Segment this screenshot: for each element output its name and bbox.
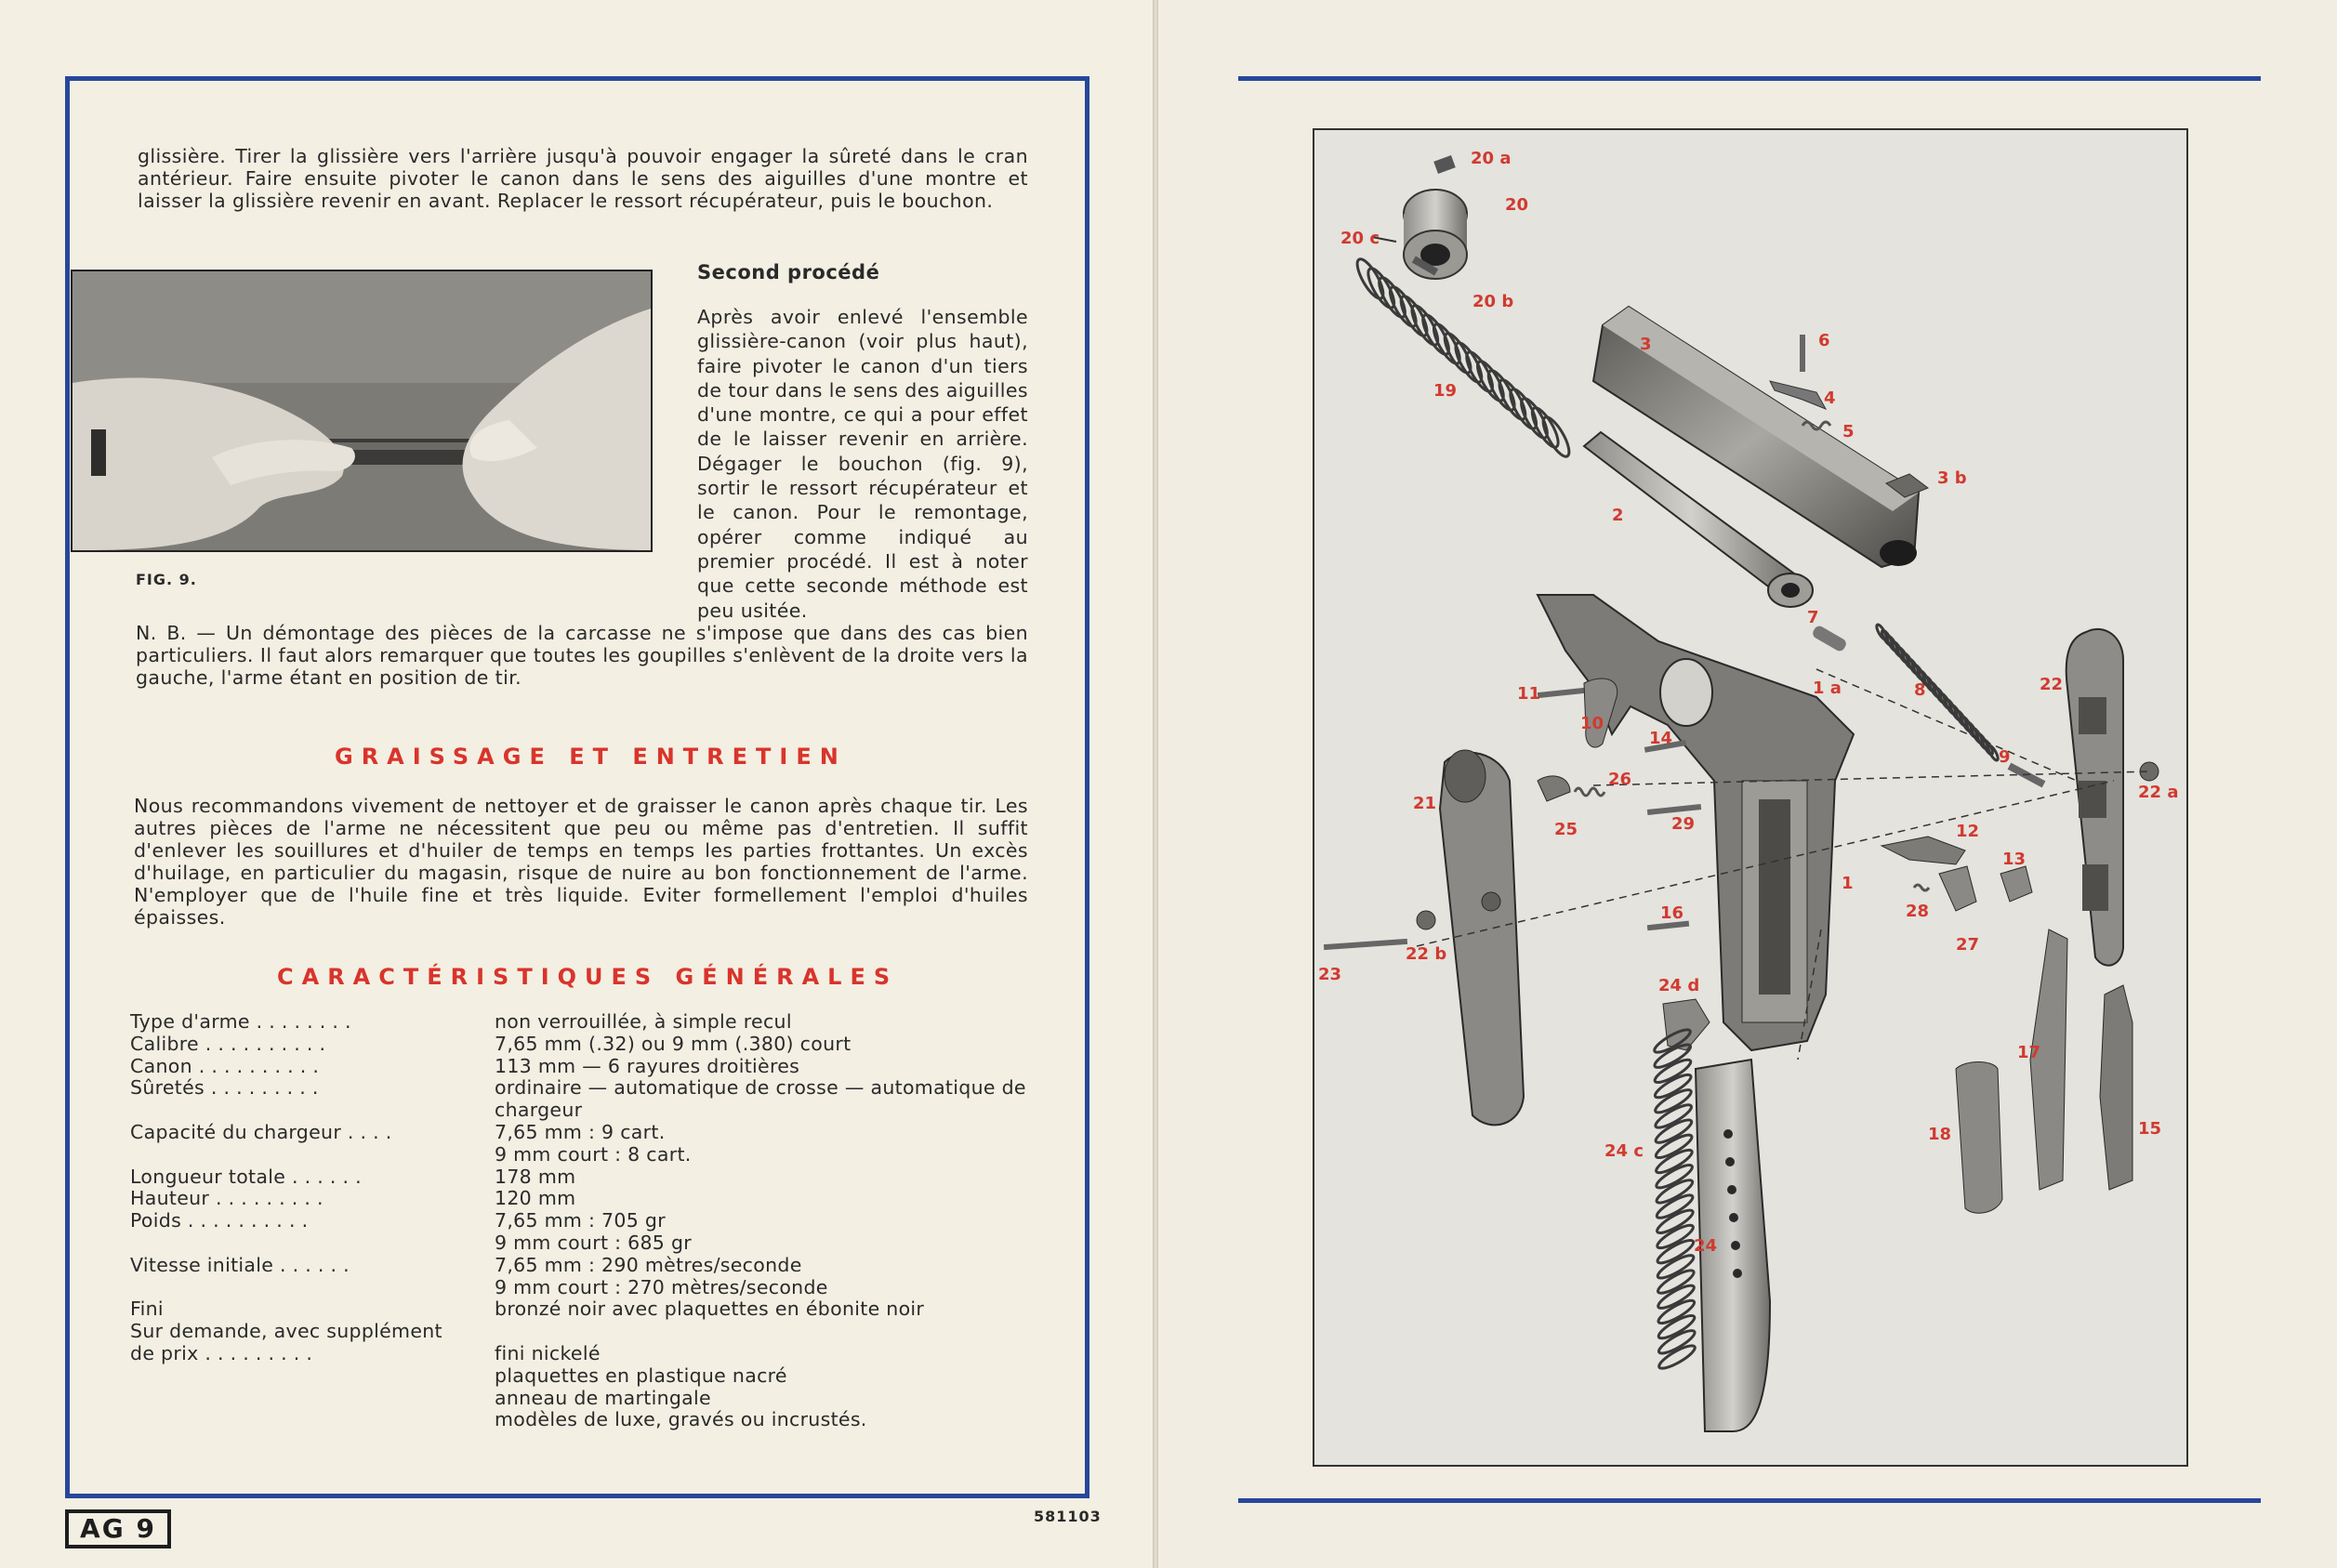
- label-23: 23: [1318, 965, 1342, 984]
- label-7: 7: [1807, 608, 1819, 627]
- part-21-left-grip: [1440, 750, 1524, 1125]
- label-20b: 20 b: [1472, 292, 1514, 311]
- label-14: 14: [1649, 729, 1673, 748]
- spec-row: [130, 1011, 1032, 1034]
- label-13: 13: [2002, 850, 2027, 869]
- label-6: 6: [1818, 331, 1830, 350]
- label-3: 3: [1640, 335, 1652, 354]
- spec-row: [130, 1077, 1032, 1122]
- label-28: 28: [1906, 902, 1930, 921]
- part-19-recoil-spring: [1353, 256, 1574, 460]
- spec-label: Capacité du chargeur . . . .: [130, 1121, 392, 1143]
- label-12: 12: [1956, 822, 1980, 841]
- part-23-screw: [1324, 939, 1407, 950]
- spec-row: [130, 1255, 1032, 1299]
- exploded-view-drawing: [1314, 130, 2186, 1465]
- label-15: 15: [2138, 1119, 2162, 1139]
- second-procedure-title: Second procédé: [697, 261, 880, 283]
- spec-row: [130, 1122, 1032, 1166]
- part-24d-follower: [1663, 999, 1710, 1050]
- part-8-firing-pin-spring: [1875, 624, 2000, 762]
- right-page: [1158, 0, 2337, 1568]
- label-8: 8: [1914, 680, 1926, 700]
- spec-values: [495, 1255, 1032, 1299]
- spec-label: Sur demande, avec supplément: [130, 1321, 442, 1343]
- page-badge: AG 9: [65, 1509, 171, 1548]
- part-15-grip-safety: [2100, 985, 2132, 1190]
- exploded-view-diagram: [1313, 128, 2188, 1467]
- spec-label: Vitesse initiale . . . . . .: [130, 1254, 350, 1276]
- label-1a: 1 a: [1813, 679, 1842, 698]
- top-rule: [1238, 76, 2261, 81]
- intro-paragraph: glissière. Tirer la glissière vers l'arrière jusqu'à pouvoir engager la sûreté dans le cran antérieur. Faire ensuite pivoter le canon dans le sens des aiguilles d'une montre et laisser la glissière revenir en avant. Replacer le ressort récupérateur, puis le bouchon.: [138, 145, 1028, 212]
- spec-value: bronzé noir avec plaquettes en ébonite noir: [495, 1298, 925, 1321]
- figure-9-photo: [71, 270, 653, 552]
- spec-values: [495, 1210, 1032, 1255]
- label-17: 17: [2017, 1043, 2041, 1062]
- spec-row: [130, 1298, 1032, 1321]
- label-26: 26: [1608, 770, 1632, 789]
- frame-top-rule: [65, 76, 1089, 81]
- spec-values: [495, 1011, 1032, 1034]
- spec-value: ordinaire — automatique de crosse — automatique de chargeur: [495, 1076, 1026, 1122]
- part-22b-screw: [1417, 911, 1435, 929]
- left-page: [0, 0, 1153, 1568]
- part-7-guide: [1811, 624, 1848, 652]
- part-20-bushing: [1404, 190, 1467, 279]
- spec-value: fini nickelé: [495, 1341, 601, 1364]
- label-16: 16: [1660, 903, 1684, 923]
- spec-value: 113 mm — 6 rayures droitières: [495, 1054, 800, 1077]
- spec-values: [495, 1298, 1032, 1321]
- label-22a: 22 a: [2138, 783, 2179, 802]
- label-24: 24: [1694, 1236, 1718, 1256]
- part-12-sear: [1881, 837, 1965, 864]
- nb-paragraph: N. B. — Un démontage des pièces de la carcasse ne s'impose que dans des cas bien particuliers. Il faut alors remarquer que toutes les goupilles s'enlèvent de la droite vers la gauche, l'arme étant en position de tir.: [136, 622, 1028, 689]
- spec-row: [130, 1166, 1032, 1189]
- hands-holding-barrel-image: [73, 271, 651, 550]
- bottom-rule: [1238, 1498, 2261, 1503]
- caracteristiques-heading: CARACTÉRISTIQUES GÉNÉRALES: [277, 964, 899, 990]
- part-13-part: [2000, 866, 2032, 902]
- frame-right-rule: [1085, 76, 1089, 1498]
- spec-label: de prix . . . . . . . . .: [130, 1342, 313, 1364]
- label-19: 19: [1433, 381, 1458, 401]
- label-20: 20: [1505, 195, 1529, 215]
- part-24c-magazine-spring: [1652, 1026, 1697, 1372]
- specifications-table: [130, 1011, 1032, 1431]
- print-code: 581103: [1034, 1508, 1102, 1525]
- part-18-part: [1956, 1062, 2002, 1214]
- part-10-trigger: [1584, 679, 1617, 747]
- label-24c: 24 c: [1604, 1141, 1644, 1161]
- label-1: 1: [1842, 874, 1854, 893]
- spec-row: [130, 1056, 1032, 1078]
- graissage-heading: GRAISSAGE ET ENTRETIEN: [335, 744, 847, 770]
- spec-values: [495, 1166, 1032, 1189]
- spec-values: [495, 1188, 1032, 1210]
- label-25: 25: [1554, 820, 1578, 839]
- spec-value: 9 mm court : 685 gr: [495, 1231, 693, 1254]
- frame-bottom-rule: [65, 1494, 1089, 1498]
- spec-value: modèles de luxe, gravés ou incrustés.: [495, 1408, 867, 1431]
- spec-value: 7,65 mm : 705 gr: [495, 1209, 666, 1232]
- spec-value: 7,65 mm (.32) ou 9 mm (.380) court: [495, 1032, 852, 1055]
- graissage-paragraph: Nous recommandons vivement de nettoyer et de graisser le canon après chaque tir. Les autres pièces de l'arme ne nécessitent que peu ou même pas d'entretien. Il suffit d'enlever les souillures et d'huiler de temps en temps les parties frottantes. Un excès d'huilage, en particulier du magasin, risque de nuire au bon fonctionnement de l'arme. N'employer que de l'huile fine et très liquide. Eviter formellement l'emploi d'huiles épaisses.: [134, 795, 1028, 929]
- spec-label: Type d'arme . . . . . . . .: [130, 1011, 351, 1033]
- part-20a: [1433, 155, 1456, 174]
- label-24d: 24 d: [1658, 976, 1700, 995]
- frame-left-rule: [65, 76, 70, 1498]
- label-9: 9: [1999, 747, 2011, 767]
- spec-value: 7,65 mm : 290 mètres/seconde: [495, 1253, 802, 1276]
- spec-values: [495, 1056, 1032, 1078]
- spec-value: non verrouillée, à simple recul: [495, 1010, 792, 1033]
- spec-label: Sûretés . . . . . . . . .: [130, 1077, 319, 1100]
- part-22-right-grip: [2066, 629, 2123, 966]
- label-5: 5: [1842, 422, 1855, 441]
- spec-value: 7,65 mm : 9 cart.: [495, 1120, 666, 1143]
- label-18: 18: [1928, 1125, 1952, 1144]
- second-procedure-paragraph: Après avoir enlevé l'ensemble glissière-canon (voir plus haut), faire pivoter le canon d'un tiers de tour dans le sens des aiguilles d'une montre, ce qui a pour effet de le laisser revenir en arrière. Dégager le bouchon (fig. 9), sortir le ressort récupérateur et le canon. Pour le remontage, opérer comme indiqué au premier procédé. Il est à noter que cette seconde méthode est peu usitée.: [697, 306, 1028, 622]
- label-4: 4: [1824, 389, 1836, 408]
- label-11: 11: [1517, 684, 1541, 704]
- spec-row: [130, 1034, 1032, 1056]
- spec-row: [130, 1321, 1032, 1343]
- label-21: 21: [1413, 794, 1437, 813]
- spec-values: [495, 1343, 1032, 1431]
- label-29: 29: [1671, 814, 1696, 834]
- label-27: 27: [1956, 935, 1980, 955]
- spec-value: 9 mm court : 8 cart.: [495, 1142, 692, 1166]
- spec-value: plaquettes en plastique nacré: [495, 1364, 787, 1387]
- label-10: 10: [1580, 714, 1604, 733]
- spec-row: [130, 1210, 1032, 1255]
- spec-value: 178 mm: [495, 1165, 576, 1188]
- label-3b: 3 b: [1937, 468, 1967, 488]
- spec-label: Poids . . . . . . . . . .: [130, 1210, 309, 1232]
- figure-caption: FIG. 9.: [136, 571, 197, 588]
- spec-label: Fini: [130, 1298, 164, 1321]
- spec-row: [130, 1188, 1032, 1210]
- part-28-spring: [1914, 885, 1929, 890]
- spec-value: 9 mm court : 270 mètres/seconde: [495, 1275, 828, 1298]
- label-2: 2: [1612, 506, 1624, 525]
- label-20c: 20 c: [1340, 229, 1380, 248]
- spec-label: Canon . . . . . . . . . .: [130, 1055, 320, 1077]
- spec-label: Calibre . . . . . . . . . .: [130, 1033, 326, 1055]
- spec-label: Hauteur . . . . . . . . .: [130, 1188, 323, 1210]
- spec-values: [495, 1321, 1032, 1343]
- spec-values: [495, 1122, 1032, 1166]
- label-22: 22: [2040, 675, 2064, 694]
- label-20a: 20 a: [1471, 149, 1512, 168]
- spec-value: 120 mm: [495, 1187, 576, 1210]
- part-6-pin: [1800, 335, 1805, 372]
- spec-label: Longueur totale . . . . . .: [130, 1166, 362, 1188]
- spec-value: anneau de martingale: [495, 1386, 711, 1409]
- spec-values: [495, 1034, 1032, 1056]
- spec-row: [130, 1343, 1032, 1431]
- part-27-part: [1939, 866, 1976, 911]
- spec-values: [495, 1077, 1032, 1122]
- label-22b: 22 b: [1406, 944, 1447, 964]
